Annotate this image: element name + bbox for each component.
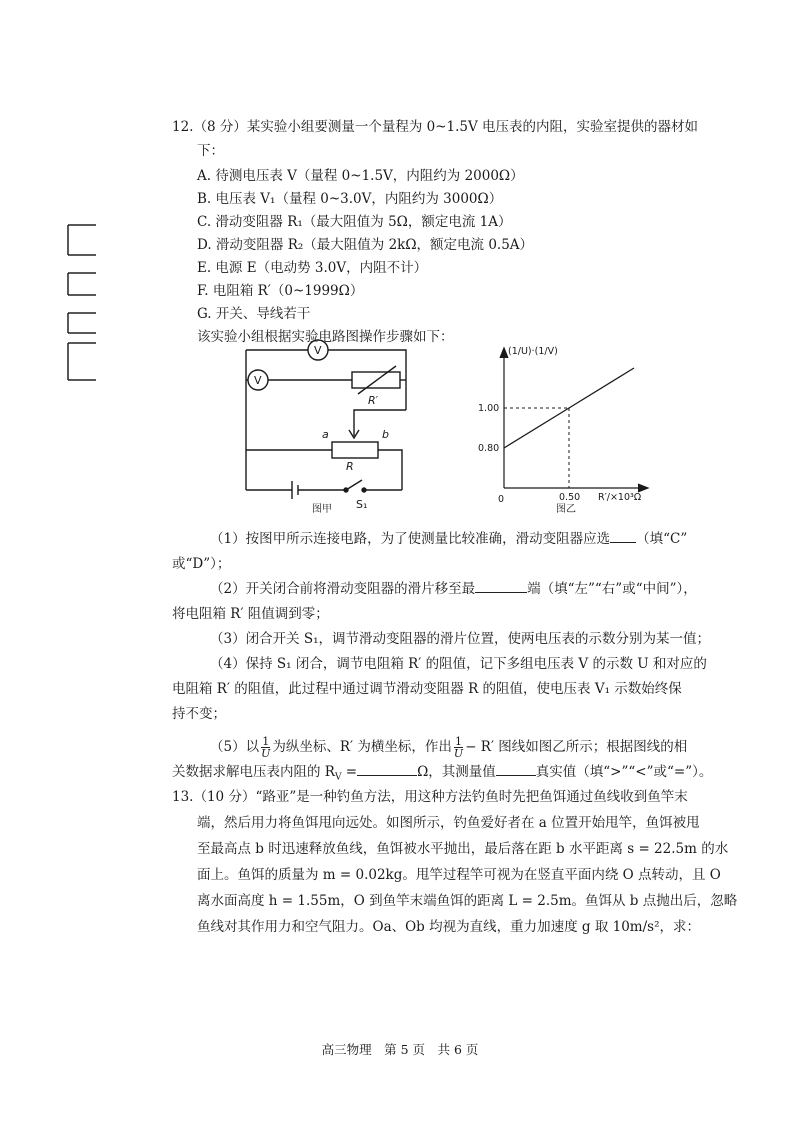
x-axis-label: R′/×10³Ω (598, 492, 642, 503)
step-4: （4）保持 S₁ 闭合，调节电阻箱 R′ 的阻值，记下多组电压表 V 的示数 U 和对应的 (210, 656, 707, 672)
q12-item-f: F. 电阻箱 R′（0~1999Ω） (197, 283, 364, 299)
blank-4[interactable] (496, 763, 536, 776)
fraction-1-over-u: $\frac{1}{U}$ (261, 735, 271, 760)
q13-line-3: 至最高点 b 时迅速释放鱼线，鱼饵被水平抛出，最后落在距 b 水平距离 s = 22.5m 的水 (197, 841, 729, 857)
q13-line-5: 离水面高度 h = 1.55m，O 到鱼竿末端鱼饵的距离 L = 2.5m。鱼饵从 b 点抛出后，忽略 (197, 893, 738, 909)
terminal-a-label: a (322, 428, 329, 441)
q12-item-a: A. 待测电压表 V（量程 0~1.5V，内阻约为 2000Ω） (197, 168, 524, 184)
circuit-diagram (236, 338, 426, 520)
blank-3[interactable] (357, 763, 417, 776)
voltmeter-v-label: V (254, 374, 262, 387)
step-4-end: 持不变； (172, 706, 226, 722)
voltmeter-v1-label: V (314, 344, 322, 357)
q12-title-cont: 下： (197, 143, 224, 159)
step-5-cont: 关数据求解电压表内阻的 $R_V = \Omega$，其测量值 真实值（填“>”“<”或“=”）。 (172, 764, 713, 783)
step-2-cont: 将电阻箱 R′ 阻值调到零； (172, 606, 329, 622)
x-tick-1: 0.50 (559, 492, 581, 503)
terminal-b-label: b (382, 428, 389, 441)
q12-item-c: C. 滑动变阻器 R₁（最大阻值为 5Ω，额定电流 1A） (197, 214, 512, 230)
step-5: （5）以 $\frac{1}{U}$ 为纵坐标、R′ 为横坐标，作出 $\frac{1}{U}$ − R′ 图线如图乙所示；根据图线的相 (210, 735, 688, 760)
q13-line-1: 13.（10 分）“路亚”是一种钓鱼方法，用这种方法钓鱼时先把鱼饵通过鱼线收到鱼竿末 (172, 789, 688, 805)
step-4-cont: 电阻箱 R′ 的阻值，此过程中通过调节滑动变阻器 R 的阻值，使电压表 V₁ 示数始终保 (172, 681, 682, 697)
figure-b-caption: 图乙 (556, 504, 576, 515)
y-tick-2: 0.80 (478, 443, 500, 454)
step-2: （2）开关闭合前将滑动变阻器的滑片移至最 端（填“左”“右”或“中间”）， (210, 581, 697, 597)
y-tick-1: 1.00 (478, 403, 500, 414)
y-axis-label: (1/U)·(1/V) (508, 346, 558, 357)
blank-2[interactable] (475, 580, 527, 593)
q13-line-4: 面上。鱼饵的质量为 m = 0.02kg。甩竿过程竿可视为在竖直平面内绕 O 点转动，且 O (197, 867, 721, 883)
page-footer: 高三物理 第 5 页 共 6 页 (321, 1042, 479, 1057)
graph-figure-b (464, 338, 664, 520)
blank-1[interactable] (610, 530, 636, 543)
q12-item-b: B. 电压表 V₁（量程 0~3.0V，内阻约为 3000Ω） (197, 191, 503, 207)
step-3: （3）闭合开关 S₁，调节滑动变阻器的滑片位置，使两电压表的示数分别为某一值； (210, 631, 711, 647)
fraction-1-over-u-2: $\frac{1}{U}$ (453, 735, 464, 760)
figure-a-caption: 图甲 (312, 504, 332, 515)
x-tick-0: 0 (498, 494, 505, 505)
step-1-cont: 或“D”）； (172, 556, 231, 572)
rheostat-label: R (346, 460, 354, 473)
q12-intro: 该实验小组根据实验电路图操作步骤如下： (197, 329, 454, 345)
q12-item-g: G. 开关、导线若干 (197, 306, 311, 322)
q12-item-e: E. 电源 E（电动势 3.0V，内阻不计） (197, 260, 428, 276)
q13-line-2: 端，然后用力将鱼饵甩向远处。如图所示，钓鱼爱好者在 a 位置开始甩竿，鱼饵被甩 (197, 815, 700, 831)
q13-line-6: 鱼线对其作用力和空气阻力。Oa、Ob 均视为直线，重力加速度 g 取 10m/s²，求： (197, 919, 700, 935)
q12-item-d: D. 滑动变阻器 R₂（最大阻值为 2kΩ，额定电流 0.5A） (197, 237, 534, 253)
binding-margin-marks (66, 215, 98, 385)
q12-title: 12.（8 分）某实验小组要测量一个量程为 0~1.5V 电压表的内阻，实验室提供的器材如 (172, 119, 699, 135)
switch-label: S₁ (356, 498, 368, 511)
resistance-box-label: R′ (368, 394, 379, 407)
step-1: （1）按图甲所示连接电路，为了使测量比较准确，滑动变阻器应选 （填“C” (210, 531, 688, 547)
